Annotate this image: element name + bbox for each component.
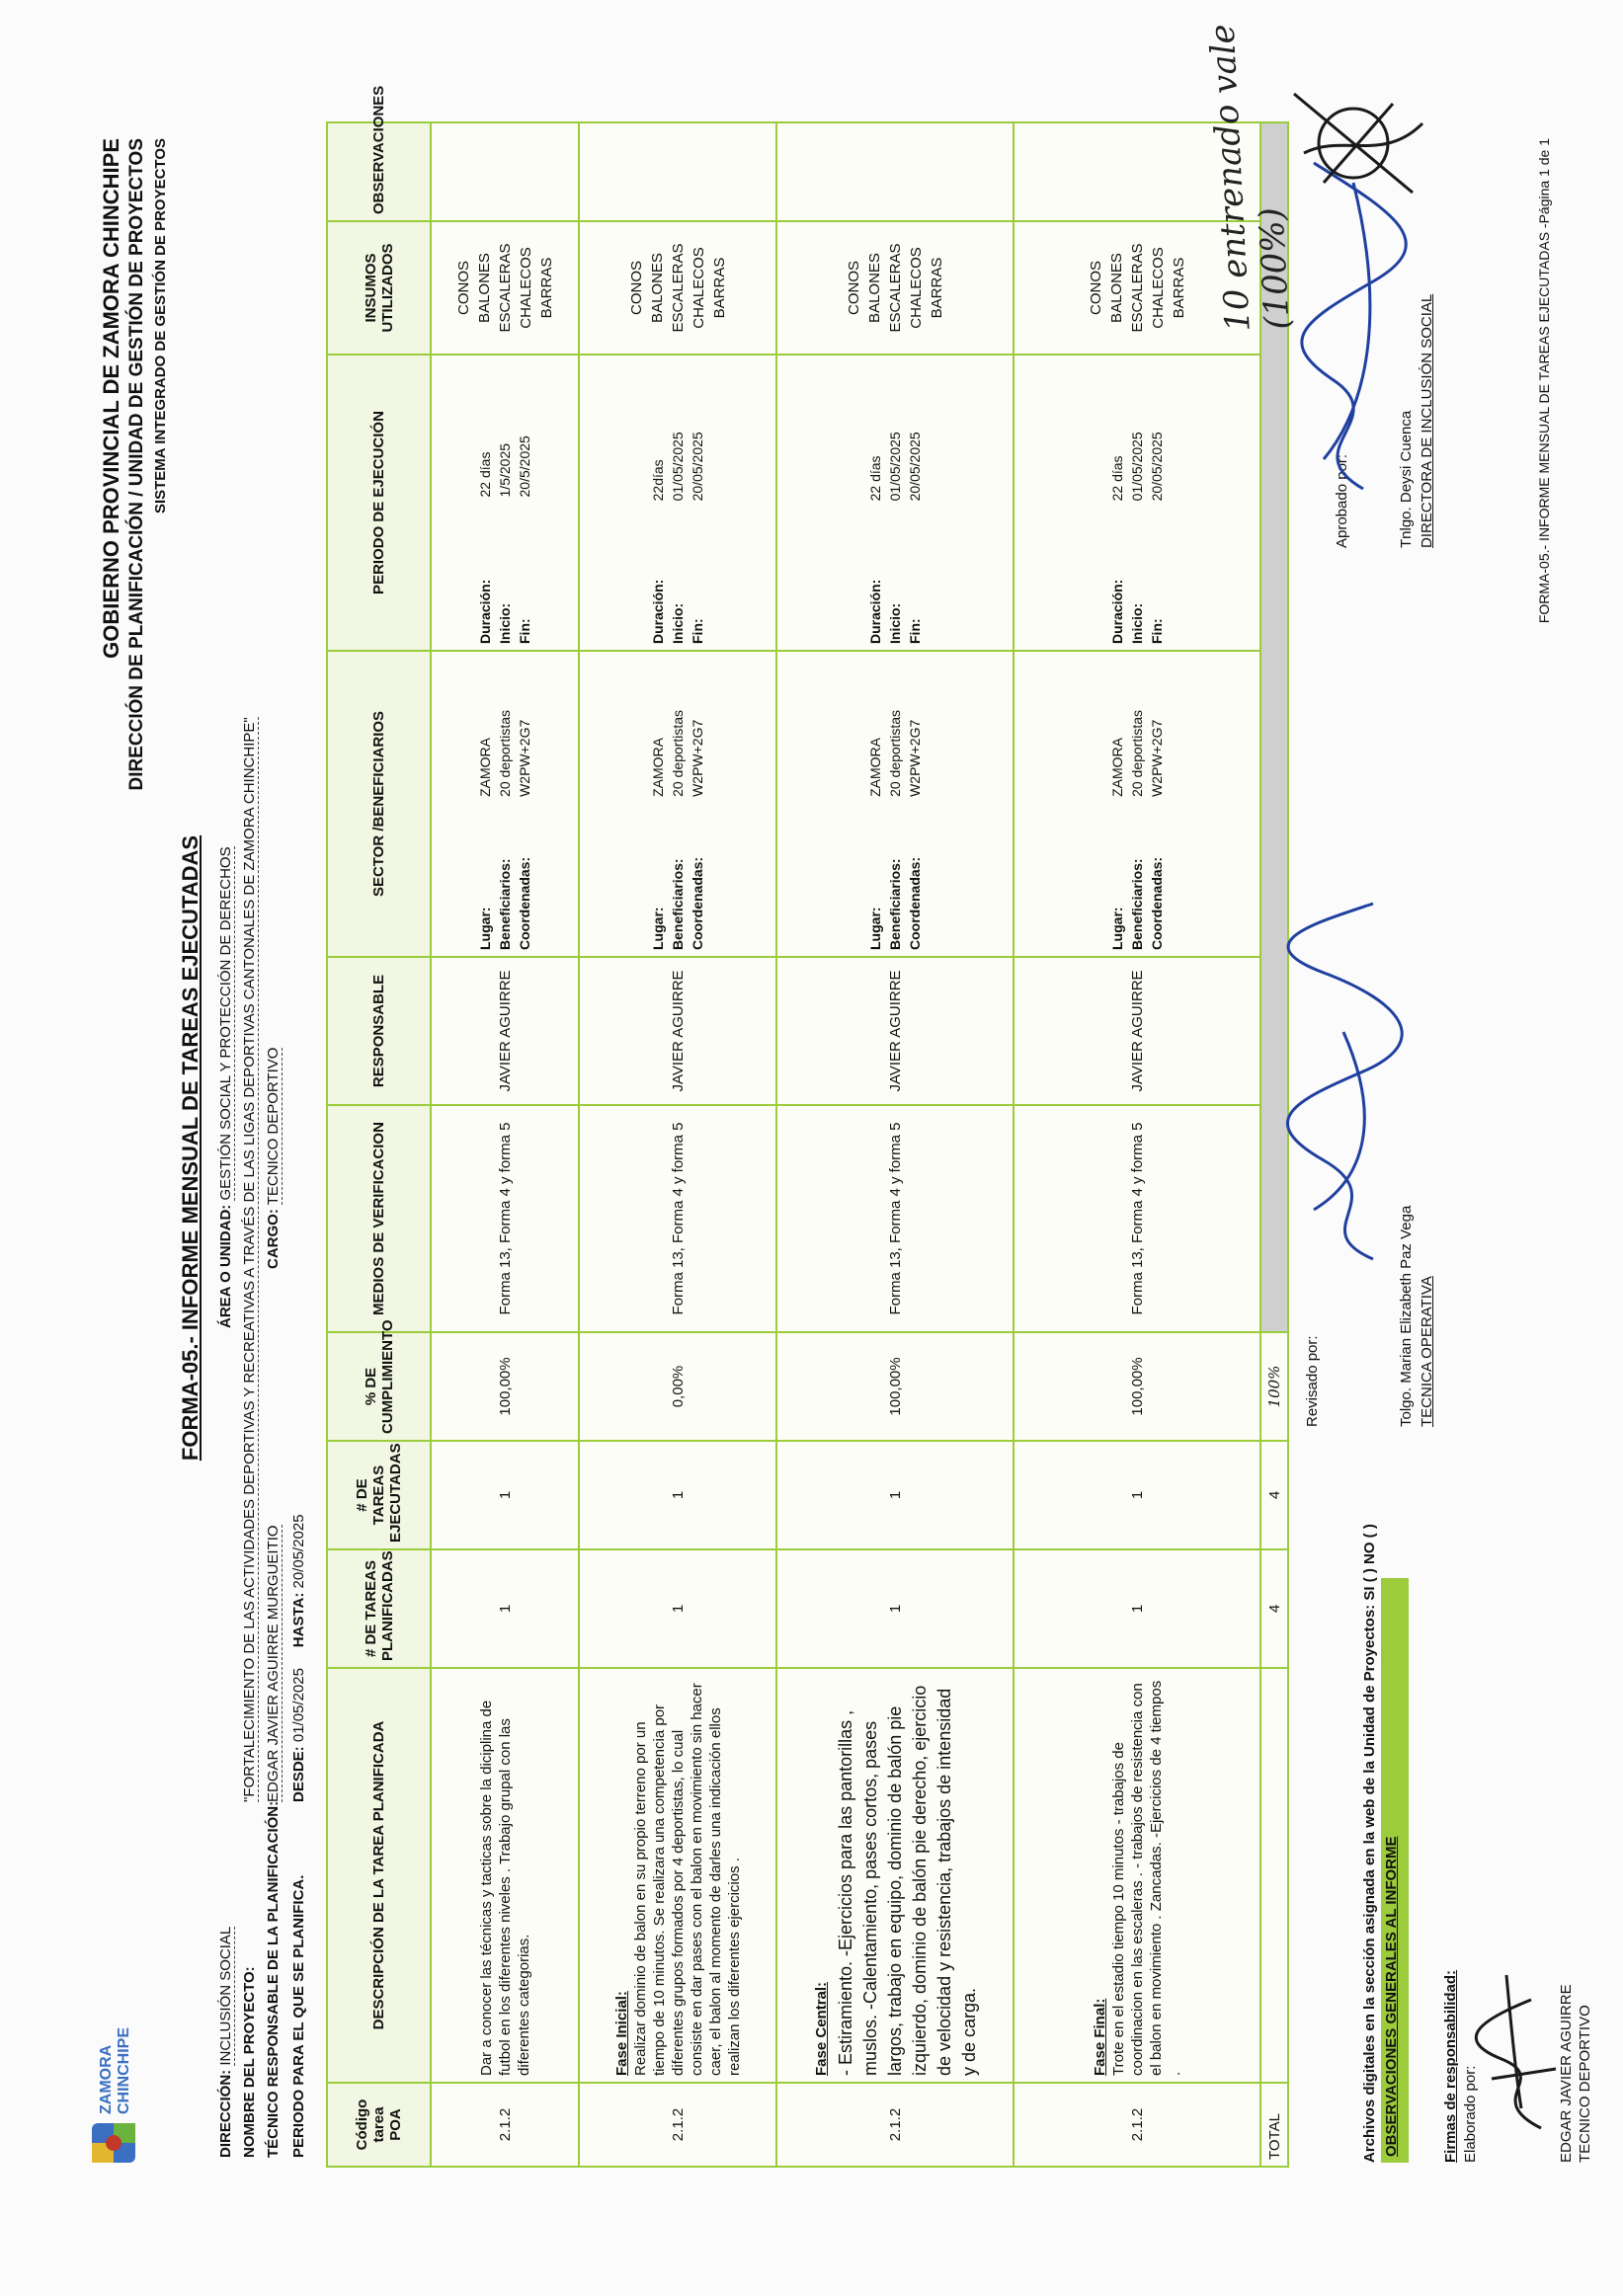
lugar-value: ZAMORA <box>1109 738 1125 797</box>
col-header-periodo: PERIODO DE EJECUCIÓN <box>327 355 431 651</box>
total-label: TOTAL <box>1260 2083 1288 2167</box>
inicio-label: Inicio: <box>1129 602 1145 644</box>
cell-planificadas: 1 <box>431 1549 579 1668</box>
insumo-item: CHALECOS <box>517 247 534 329</box>
fin-label: Fin: <box>690 618 705 644</box>
cell-periodo <box>1014 355 1260 651</box>
lugar-label: Lugar: <box>867 907 883 950</box>
duracion-label: Duración: <box>867 579 883 644</box>
insumo-item: ESCALERAS <box>886 243 904 333</box>
aprobado-role: DIRECTORA DE INCLUSIÓN SOCIAL <box>1419 293 1435 548</box>
cell-medios: Forma 13, Forma 4 y forma 5 <box>579 1105 776 1332</box>
cell-ejecutadas: 1 <box>776 1441 1014 1549</box>
org-system: SISTEMA INTEGRADO DE GESTIÓN DE PROYECTOS <box>152 138 169 515</box>
fin-value: 20/05/2025 <box>907 432 923 502</box>
cell-responsable: JAVIER AGUIRRE <box>776 957 1014 1105</box>
table-row <box>431 122 579 2167</box>
insumo-item: ESCALERAS <box>669 243 687 333</box>
desc-phase-title: Fase Central: <box>812 1981 830 2076</box>
cell-codigo: 2.1.2 <box>431 2083 579 2167</box>
desc-text: Trote en el estadio tiempo 10 minutos - trabajos de coordinacion en las escaleras . - trabajos de resistencia con el balon en movimiento . Zancadas. -Ejercicios de 4 tiempos . <box>1109 1680 1183 2076</box>
desde-label: DESDE: <box>290 1746 307 1802</box>
table-header-row <box>327 122 431 2167</box>
coordenadas-value: W2PW+2G7 <box>1149 719 1165 797</box>
cell-sector <box>776 651 1014 957</box>
revisado-label: Revisado por: <box>1304 1335 1321 1427</box>
coordenadas-label: Coordenadas: <box>1149 856 1165 950</box>
beneficiarios-value: 20 deportistas <box>497 709 513 797</box>
cell-descripcion <box>431 1668 579 2083</box>
beneficiarios-label: Beneficiarios: <box>1129 858 1145 950</box>
cargo-value: TECNICO DEPORTIVO <box>265 1047 282 1206</box>
proyecto-label <box>241 1966 258 2158</box>
total-row <box>1260 122 1288 2167</box>
col-header-planificadas: # DE TAREAS PLANIFICADAS <box>327 1549 431 1668</box>
cell-ejecutadas: 1 <box>431 1441 579 1549</box>
desc-text: Realizar dominio de balon en su propio terreno por un tiempo de 10 minutos. Se realizara una competencia por diferentes grupos formados por 4 deportistas, lo cual consiste en dar pases con el balon en movimiento sin hacer caer, el balon al momento de darles una indicación ellos realizan los diferentes ejercicios . <box>631 1683 743 2076</box>
cell-periodo <box>579 355 776 651</box>
cell-insumos <box>431 221 579 355</box>
insumo-item: BARRAS <box>1170 257 1187 319</box>
org-department: DIRECCIÓN DE PLANIFICACIÓN / UNIDAD DE GESTIÓN DE PROYECTOS <box>126 138 147 791</box>
cell-insumos <box>776 221 1014 355</box>
cell-cumplimiento: 100,00% <box>431 1332 579 1441</box>
insumo-item: CONOS BALONES <box>627 253 666 323</box>
cell-responsable: JAVIER AGUIRRE <box>431 957 579 1105</box>
zamora-chinchipe-logo <box>84 2026 153 2168</box>
col-header-insumos: INSUMOS UTILIZADOS <box>327 221 431 355</box>
col-header-cumplimiento: % DE CUMPLIMIENTO <box>327 1332 431 1441</box>
fin-value: 20/05/2025 <box>690 432 705 502</box>
beneficiarios-value: 20 deportistas <box>887 709 903 797</box>
signature-elaborado <box>1472 1960 1561 2138</box>
cell-responsable: JAVIER AGUIRRE <box>579 957 776 1105</box>
elaborado-role: TECNICO DEPORTIVO <box>1577 2005 1593 2163</box>
cell-sector <box>431 651 579 957</box>
hasta-value: 20/05/2025 <box>290 1514 307 1589</box>
insumo-item: CHALECOS <box>907 247 925 329</box>
total-ejecutadas: 4 <box>1260 1441 1288 1549</box>
proyecto-value-text: "FORTALECIMIENTO DE LAS ACTIVIDADES DEPORTIVAS Y RECREATIVAS A TRAVÉS DE LAS LIGAS DEPORTIVAS CANTONALES DE ZAMORA CHINCHIPE" <box>241 717 258 1802</box>
signature-initial-stamp <box>1284 74 1432 212</box>
cell-planificadas: 1 <box>776 1549 1014 1668</box>
cell-cumplimiento: 100,00% <box>1014 1332 1260 1441</box>
handwritten-note: 10 entrenado vale (100%) <box>1202 23 1298 333</box>
periodo-label-text: PERIODO PARA EL QUE SE PLANIFICA. <box>290 1874 307 2158</box>
logo-text-chinchipe: CHINCHIPE <box>116 2026 132 2114</box>
inicio-value: 1/5/2025 <box>497 442 513 498</box>
page-footer: FORMA-05.- INFORME MENSUAL DE TAREAS EJECUTADAS -Página 1 de 1 <box>1536 138 1552 624</box>
aprobado-name: Tnlgo. Deysi Cuenca <box>1398 410 1415 548</box>
cell-descripcion <box>776 1668 1014 2083</box>
table-row <box>776 122 1014 2167</box>
lugar-value: ZAMORA <box>867 738 883 797</box>
direccion-label: DIRECCIÓN: <box>217 2069 234 2158</box>
aprobado-label: Aprobado por: <box>1334 453 1350 548</box>
coordenadas-value: W2PW+2G7 <box>907 719 923 797</box>
desc-text: Dar a conocer las técnicas y tacticas sobre la diciplina de futbol en los diferentes niveles . Trabajo grupal con las diferentes categorias. <box>477 1700 532 2076</box>
tasks-table <box>326 85 1289 2168</box>
proyecto-label-text: NOMBRE DEL PROYECTO: <box>241 1966 258 2158</box>
desc-phase-title: Fase Final: <box>1091 1998 1108 2076</box>
fin-label: Fin: <box>1149 618 1165 644</box>
duracion-value: 22 días <box>477 451 493 498</box>
cell-medios: Forma 13, Forma 4 y forma 5 <box>776 1105 1014 1332</box>
cell-sector <box>1014 651 1260 957</box>
tecnico-value <box>265 1525 282 1802</box>
periodo-label <box>290 1875 307 2158</box>
lugar-label: Lugar: <box>650 907 666 950</box>
coordenadas-label: Coordenadas: <box>907 856 923 950</box>
lugar-value: ZAMORA <box>650 738 666 797</box>
proyecto-value <box>241 272 258 1802</box>
insumo-item: CONOS BALONES <box>1087 253 1125 323</box>
coat-of-arms-icon <box>84 2118 143 2168</box>
elaborado-name: EDGAR JAVIER AGUIRRE <box>1558 1984 1575 2163</box>
col-header-medios: MEDIOS DE VERIFICACION <box>327 1105 431 1332</box>
coordenadas-value: W2PW+2G7 <box>690 719 705 797</box>
insumo-item: BARRAS <box>537 257 555 319</box>
inicio-label: Inicio: <box>887 602 903 644</box>
cell-sector <box>579 651 776 957</box>
insumo-item: CONOS BALONES <box>845 253 883 323</box>
direccion-value: INCLUSIÓN SOCIAL <box>217 1926 234 2066</box>
duracion-value: 22 días <box>867 455 883 502</box>
duracion-value: 22 días <box>1109 455 1125 502</box>
duracion-label: Duración: <box>1109 579 1125 644</box>
cell-insumos <box>579 221 776 355</box>
beneficiarios-label: Beneficiarios: <box>670 858 686 950</box>
col-header-responsable: RESPONSABLE <box>327 957 431 1105</box>
beneficiarios-value: 20 deportistas <box>1129 709 1145 797</box>
revisado-role: TECNICA OPERATIVA <box>1419 1276 1435 1427</box>
table-row <box>579 122 776 2167</box>
area-label: ÁREA O UNIDAD: <box>217 1204 234 1328</box>
inicio-label: Inicio: <box>497 602 513 644</box>
coordenadas-label: Coordenadas: <box>690 856 705 950</box>
inicio-value: 01/05/2025 <box>1129 432 1145 502</box>
coordenadas-label: Coordenadas: <box>517 856 532 950</box>
total-empty <box>1260 1668 1288 2083</box>
cell-planificadas: 1 <box>1014 1549 1260 1668</box>
cell-descripcion <box>579 1668 776 2083</box>
org-name: GOBIERNO PROVINCIAL DE ZAMORA CHINCHIPE <box>99 138 123 659</box>
cell-codigo: 2.1.2 <box>776 2083 1014 2167</box>
cell-codigo: 2.1.2 <box>579 2083 776 2167</box>
fin-label: Fin: <box>517 618 532 644</box>
cell-medios: Forma 13, Forma 4 y forma 5 <box>1014 1105 1260 1332</box>
cell-cumplimiento: 0,00% <box>579 1332 776 1441</box>
insumo-item: CHALECOS <box>1149 247 1167 329</box>
cell-ejecutadas: 1 <box>1014 1441 1260 1549</box>
cell-cumplimiento: 100,00% <box>776 1332 1014 1441</box>
lugar-label: Lugar: <box>477 907 493 950</box>
logo-text-zamora: ZAMORA <box>98 2044 115 2114</box>
fin-value: 20/5/2025 <box>517 435 532 498</box>
col-header-codigo: Código tarea POA <box>327 2083 431 2167</box>
desc-phase-title: Fase Inicial: <box>612 1991 630 2076</box>
direccion-line <box>217 1927 234 2158</box>
lugar-value: ZAMORA <box>477 738 493 797</box>
cell-ejecutadas: 1 <box>579 1441 776 1549</box>
periodo-dates <box>290 1514 307 1802</box>
hasta-label: HASTA: <box>290 1592 307 1648</box>
observaciones-generales-bar: OBSERVACIONES GENERALES AL INFORME <box>1381 1578 1409 2163</box>
insumo-item: ESCALERAS <box>496 243 514 333</box>
area-line <box>217 846 234 1328</box>
tecnico-value-text: EDGAR JAVIER AGUIRRE MURGUEITIO <box>265 1525 282 1802</box>
insumo-item: CONOS BALONES <box>454 253 493 323</box>
col-header-observaciones: OBSERVACIONES <box>327 122 431 221</box>
col-header-ejecutadas: # DE TAREAS EJECUTADAS <box>327 1441 431 1549</box>
duracion-label: Duración: <box>477 579 493 644</box>
insumo-item: BARRAS <box>710 257 728 319</box>
cell-periodo <box>431 355 579 651</box>
beneficiarios-label: Beneficiarios: <box>887 858 903 950</box>
inicio-label: Inicio: <box>670 602 686 644</box>
cargo-label: CARGO: <box>265 1209 282 1269</box>
cell-observaciones <box>776 122 1014 221</box>
tecnico-label-text: TÉCNICO RESPONSABLE DE LA PLANIFICACIÓN: <box>265 1800 282 2158</box>
inicio-value: 01/05/2025 <box>887 432 903 502</box>
duracion-value: 22días <box>650 459 666 502</box>
lugar-label: Lugar: <box>1109 907 1125 950</box>
table-row <box>1014 122 1260 2167</box>
desc-text: - Estiramiento. -Ejercicios para las pantorillas , muslos. -Calentamiento, pases cortos, pases largos, trabajo en equipo, dominio de balón pie izquierdo, dominio de balón pie derecho, ejercicio de velocidad y resistencia, trabajos de intensidad y de carga. <box>835 1685 979 2076</box>
beneficiarios-label: Beneficiarios: <box>497 858 513 950</box>
cell-medios: Forma 13, Forma 4 y forma 5 <box>431 1105 579 1332</box>
total-planificadas: 4 <box>1260 1549 1288 1668</box>
col-header-descripcion: DESCRIPCIÓN DE LA TAREA PLANIFICADA <box>327 1668 431 2083</box>
revisado-name: Tolgo. Marian Elizabeth Paz Vega <box>1398 1205 1415 1427</box>
archivos-digitales-text: Archivos digitales en la sección asignada en la web de la Unidad de Proyectos: SI ( ) NO ( ) <box>1361 1524 1378 2163</box>
duracion-label: Duración: <box>650 579 666 644</box>
desde-value: 01/05/2025 <box>290 1668 307 1743</box>
form-title: FORMA-05.- INFORME MENSUAL DE TAREAS EJECUTADAS <box>178 834 203 1462</box>
elaborado-label: Elaborado por: <box>1462 2065 1479 2163</box>
total-cumplimiento: 100% <box>1260 1332 1288 1441</box>
area-value: GESTIÓN SOCIAL Y PROTECCIÓN DE DERECHOS <box>217 846 234 1201</box>
inicio-value: 01/05/2025 <box>670 432 686 502</box>
insumo-item: CHALECOS <box>690 247 707 329</box>
signature-aprobado <box>1284 143 1413 499</box>
cell-codigo: 2.1.2 <box>1014 2083 1260 2167</box>
fin-value: 20/05/2025 <box>1149 432 1165 502</box>
insumo-item: BARRAS <box>928 257 945 319</box>
beneficiarios-value: 20 deportistas <box>670 709 686 797</box>
insumo-item: ESCALERAS <box>1128 243 1146 333</box>
firmas-label: Firmas de responsabilidad: <box>1442 1969 1459 2163</box>
cell-responsable: JAVIER AGUIRRE <box>1014 957 1260 1105</box>
col-header-sector: SECTOR /BENEFICIARIOS <box>327 651 431 957</box>
cell-planificadas: 1 <box>579 1549 776 1668</box>
fin-label: Fin: <box>907 618 923 644</box>
cell-descripcion <box>1014 1668 1260 2083</box>
tecnico-label <box>265 1801 282 2158</box>
cell-observaciones <box>579 122 776 221</box>
cell-observaciones <box>431 122 579 221</box>
signature-revisado <box>1284 894 1413 1269</box>
coordenadas-value: W2PW+2G7 <box>517 719 532 797</box>
cargo-line <box>265 1048 282 1269</box>
cell-periodo <box>776 355 1014 651</box>
